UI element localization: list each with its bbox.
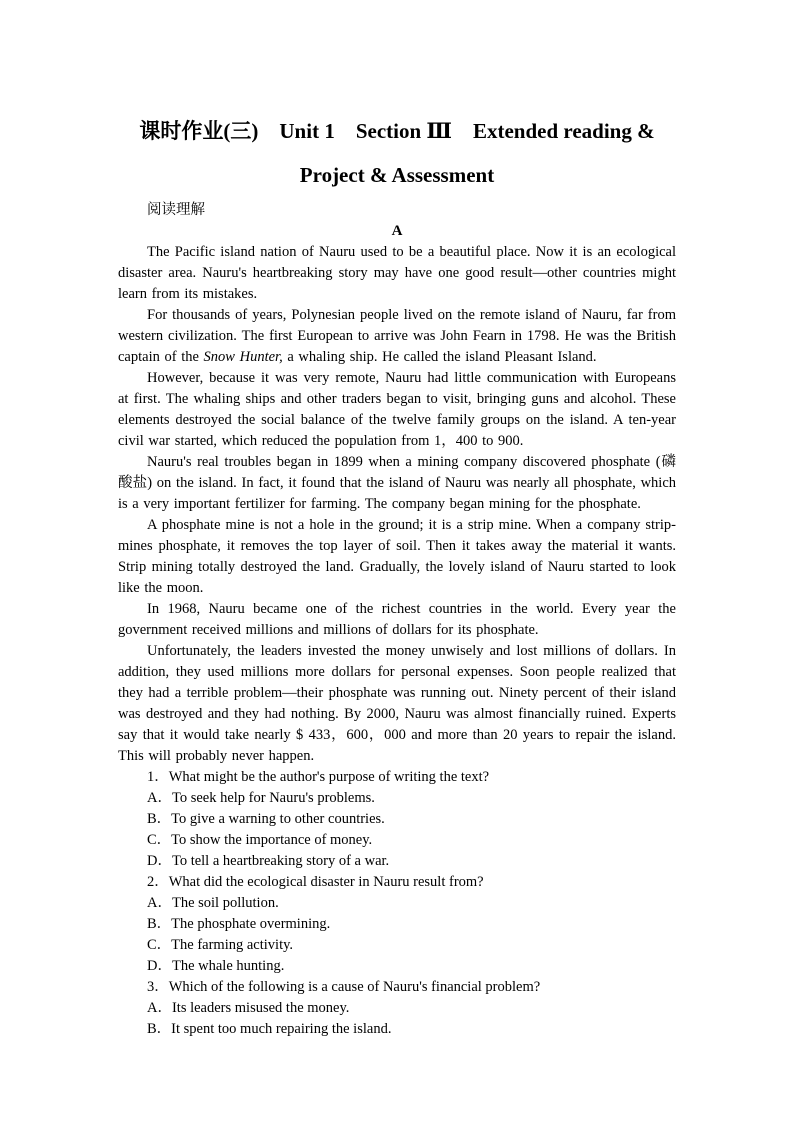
question-3-option-b: B．It spent too much repairing the island. — [147, 1021, 392, 1037]
passage-paragraph-6: In 1968, Nauru became one of the richest countries in the world. Every year the government received millions and millions of dollars for its phosphate. — [118, 601, 676, 638]
passage-heading: A — [391, 223, 403, 239]
question-1: 1．What might be the author's purpose of writing the text? — [147, 769, 490, 785]
section-label: 阅读理解 — [147, 202, 205, 218]
paragraph-2-text-after: a whaling ship. He called the island Pleasant Island. — [282, 349, 597, 365]
question-3: 3．Which of the following is a cause of Nauru's financial problem? — [147, 979, 541, 995]
questions-block — [118, 767, 676, 1040]
document-content — [118, 0, 676, 1040]
page-title-line-2: Project & Assessment — [299, 163, 495, 187]
passage-paragraph-1: The Pacific island nation of Nauru used to be a beautiful place. Now it is an ecological disaster area. Nauru's heartbreaking story may have one good result—other countries might learn from its mistakes. — [118, 244, 676, 302]
passage-paragraph-7: Unfortunately, the leaders invested the money unwisely and lost millions of dollars. In addition, they used millions more dollars for personal expenses. Soon people realized that they had a terrible problem—their phosphate was running out. Ninety percent of their island was destroyed and they had nothing. By 2000, Nauru was almost financially ruined. Experts say that it would take nearly $ 433，600，000 and more than 20 years to repair the island. This will probably never happen. — [118, 643, 676, 764]
question-1-option-a: A．To seek help for Nauru's problems. — [147, 790, 375, 806]
page-title-line-1: 课时作业(三) Unit 1 Section Ⅲ Extended reading & — [139, 119, 655, 143]
passage-paragraph-2 — [118, 305, 676, 368]
question-2-option-c: C．The farming activity. — [147, 937, 294, 953]
passage-paragraph-4: Nauru's real troubles began in 1899 when a mining company discovered phosphate (磷酸盐) on the island. In fact, it found that the island of Nauru was nearly all phosphate, which is a very important fertilizer for farming. The company began mining for the phosphate. — [118, 454, 676, 512]
question-1-option-b: B．To give a warning to other countries. — [147, 811, 385, 827]
question-1-option-c: C．To show the importance of money. — [147, 832, 373, 848]
passage-paragraph-5: A phosphate mine is not a hole in the ground; it is a strip mine. When a company strip-mines phosphate, it removes the top layer of soil. Then it takes away the material it wants. Strip mining totally destroyed the land. Gradually, the lovely island of Nauru started to look like the moon. — [118, 517, 676, 596]
question-2: 2．What did the ecological disaster in Nauru result from? — [147, 874, 484, 890]
paragraph-2-text-before: For thousands of years, Polynesian people lived on the remote island of Nauru, far from western civilization. The first European to arrive was John Fearn in 1798. He was the British captain of the — [118, 307, 676, 365]
question-2-option-b: B．The phosphate overmining. — [147, 916, 331, 932]
question-1-option-d: D．To tell a heartbreaking story of a war. — [147, 853, 390, 869]
passage-paragraph-3: However, because it was very remote, Nauru had little communication with Europeans at first. The whaling ships and other traders began to visit, bringing guns and alcohol. These elements destroyed the social balance of the twelve family groups on the island. A ten-year civil war started, which reduced the population from 1，400 to 900. — [118, 370, 676, 449]
question-2-option-d: D．The whale hunting. — [147, 958, 285, 974]
ship-name-italic: Snow Hunter, — [203, 349, 283, 365]
question-2-option-a: A．The soil pollution. — [147, 895, 279, 911]
question-3-option-a: A．Its leaders misused the money. — [147, 1000, 350, 1016]
